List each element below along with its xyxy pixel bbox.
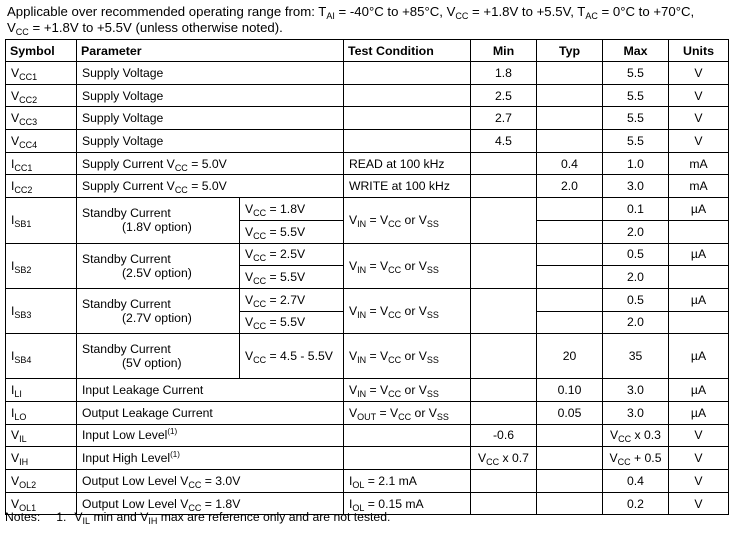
- units-cell: V: [669, 62, 729, 85]
- parameter-cell: Supply Voltage: [77, 84, 344, 107]
- min-cell: -0.6: [471, 424, 537, 447]
- units-cell: µA: [669, 198, 729, 221]
- condition-cell: $V_{OUT} = V_{CC}$ or $V_{SS}$: [344, 401, 471, 424]
- table-row-ilo: [6, 401, 729, 424]
- intro-line-1: Applicable over recommended operating range from: $T_{AI} = -40^\circ C$ to +85°C, $V_{CC} = +1.8V$ to +5.5V, $T_{AC} = 0^\circ C$ to +70°C,: [7, 4, 695, 21]
- symbol-cell: $V_{IH}$: [6, 447, 77, 470]
- min-cell: [471, 288, 537, 333]
- symbol-cell: $I_{SB3}$: [6, 288, 77, 333]
- min-cell: [471, 175, 537, 198]
- typ-cell: 0.05: [537, 401, 603, 424]
- max-cell: 1.0: [603, 152, 669, 175]
- typ-cell: 0.4: [537, 152, 603, 175]
- table-row-isb2: [6, 243, 729, 266]
- min-cell: [471, 379, 537, 402]
- units-cell: µA: [669, 401, 729, 424]
- typ-cell: [537, 243, 603, 266]
- header-max: Max: [603, 40, 669, 62]
- symbol-cell: $V_{CC3}$: [6, 107, 77, 130]
- min-cell: [471, 243, 537, 288]
- table-row-vol2: [6, 470, 729, 493]
- table-row-vih: [6, 447, 729, 470]
- typ-cell: 20: [537, 334, 603, 379]
- typ-cell: 2.0: [537, 175, 603, 198]
- parameter-cell: Supply Voltage: [77, 130, 344, 153]
- table-row-vcc2: [6, 84, 729, 107]
- min-cell: [471, 198, 537, 243]
- table-row-ili: [6, 379, 729, 402]
- symbol-cell: $I_{LO}$: [6, 401, 77, 424]
- intro-text: [7, 4, 737, 36]
- parameter-cell: Output Leakage Current: [77, 401, 344, 424]
- condition-cell: [344, 424, 471, 447]
- condition-cell: WRITE at 100 kHz: [344, 175, 471, 198]
- min-cell: 4.5: [471, 130, 537, 153]
- units-cell: V: [669, 470, 729, 493]
- min-cell: [471, 152, 537, 175]
- note-number: 1.: [56, 510, 67, 524]
- note-text: $V_{IL}$ min and $V_{IH}$ max are reference only and are not tested.: [74, 510, 391, 526]
- notes-label: Notes:: [5, 510, 41, 524]
- units-cell: [669, 311, 729, 334]
- min-cell: [471, 492, 537, 515]
- table-row-icc2: [6, 175, 729, 198]
- symbol-cell: $V_{OL1}$: [6, 492, 77, 515]
- dc-characteristics-table: [5, 39, 729, 515]
- symbol-cell: $V_{CC1}$: [6, 62, 77, 85]
- symbol-cell: $I_{SB2}$: [6, 243, 77, 288]
- units-cell: V: [669, 424, 729, 447]
- units-cell: [669, 266, 729, 289]
- typ-cell: [537, 62, 603, 85]
- table-row-vcc4: [6, 130, 729, 153]
- notes: [5, 510, 390, 524]
- max-cell: 2.0: [603, 311, 669, 334]
- condition-cell: [344, 84, 471, 107]
- max-cell: 35: [603, 334, 669, 379]
- header-typ: Typ: [537, 40, 603, 62]
- parameter-cell: Supply Current $V_{CC} = 5.0V$: [77, 175, 344, 198]
- header-parameter: Parameter: [77, 40, 344, 62]
- parameter-cell: Supply Voltage: [77, 107, 344, 130]
- condition-cell: $I_{OL} = 2.1$ mA: [344, 470, 471, 493]
- max-cell: $V_{CC}$ x 0.3: [603, 424, 669, 447]
- header-min: Min: [471, 40, 537, 62]
- parameter-cell: Supply Current $V_{CC} = 5.0V$: [77, 152, 344, 175]
- typ-cell: [537, 492, 603, 515]
- min-cell: 2.7: [471, 107, 537, 130]
- max-cell: $V_{CC} + 0.5$: [603, 447, 669, 470]
- table-row-isb3: [6, 288, 729, 311]
- condition-cell: [344, 107, 471, 130]
- typ-cell: [537, 447, 603, 470]
- typ-cell: [537, 107, 603, 130]
- max-cell: 2.0: [603, 266, 669, 289]
- symbol-cell: $I_{LI}$: [6, 379, 77, 402]
- parameter-cell: Output Low Level $V_{CC} = 3.0V$: [77, 470, 344, 493]
- parameter-cell: Standby Current (2.7V option): [77, 288, 240, 333]
- typ-cell: [537, 130, 603, 153]
- min-cell: $V_{CC}$ x 0.7: [471, 447, 537, 470]
- symbol-cell: $I_{CC2}$: [6, 175, 77, 198]
- max-cell: 3.0: [603, 401, 669, 424]
- table-row-icc1: [6, 152, 729, 175]
- min-cell: 2.5: [471, 84, 537, 107]
- symbol-cell: $V_{IL}$: [6, 424, 77, 447]
- parameter-cell: Input Leakage Current: [77, 379, 344, 402]
- condition-cell: READ at 100 kHz: [344, 152, 471, 175]
- table-row-isb4: [6, 334, 729, 379]
- max-cell: 5.5: [603, 130, 669, 153]
- table-row-vcc1: [6, 62, 729, 85]
- condition-cell: [344, 62, 471, 85]
- max-cell: 0.5: [603, 288, 669, 311]
- max-cell: 3.0: [603, 175, 669, 198]
- table-row-vil: [6, 424, 729, 447]
- max-cell: 5.5: [603, 107, 669, 130]
- max-cell: 0.5: [603, 243, 669, 266]
- typ-cell: [537, 470, 603, 493]
- intro-line-2: $V_{CC} = +1.8V$ to +5.5V (unless otherwise noted).: [7, 20, 283, 37]
- max-cell: 3.0: [603, 379, 669, 402]
- typ-cell: [537, 84, 603, 107]
- typ-cell: [537, 288, 603, 311]
- vcc-cell: $V_{CC} = 2.7V$: [240, 288, 344, 311]
- header-symbol: Symbol: [6, 40, 77, 62]
- condition-cell: $V_{IN} = V_{CC}$ or $V_{SS}$: [344, 334, 471, 379]
- units-cell: V: [669, 492, 729, 515]
- units-cell: µA: [669, 379, 729, 402]
- max-cell: 5.5: [603, 84, 669, 107]
- units-cell: [669, 220, 729, 243]
- max-cell: 0.2: [603, 492, 669, 515]
- condition-cell: $I_{OL} = 0.15$ mA: [344, 492, 471, 515]
- table-header-row: [6, 40, 729, 62]
- symbol-cell: $V_{CC4}$: [6, 130, 77, 153]
- symbol-cell: $I_{CC1}$: [6, 152, 77, 175]
- vcc-cell: $V_{CC} = 5.5V$: [240, 311, 344, 334]
- parameter-cell: Output Low Level $V_{CC} = 1.8V$: [77, 492, 344, 515]
- condition-cell: $V_{IN} = V_{CC}$ or $V_{SS}$: [344, 198, 471, 243]
- condition-cell: [344, 130, 471, 153]
- units-cell: V: [669, 447, 729, 470]
- condition-cell: $V_{IN} = V_{CC}$ or $V_{SS}$: [344, 288, 471, 333]
- units-cell: V: [669, 84, 729, 107]
- units-cell: mA: [669, 152, 729, 175]
- typ-cell: 0.10: [537, 379, 603, 402]
- condition-cell: [344, 447, 471, 470]
- max-cell: 5.5: [603, 62, 669, 85]
- symbol-cell: $V_{CC2}$: [6, 84, 77, 107]
- vcc-cell: $V_{CC} = 5.5V$: [240, 220, 344, 243]
- vcc-cell: $V_{CC} = 1.8V$: [240, 198, 344, 221]
- symbol-cell: $I_{SB4}$: [6, 334, 77, 379]
- units-cell: V: [669, 130, 729, 153]
- units-cell: µA: [669, 288, 729, 311]
- parameter-cell: Standby Current (1.8V option): [77, 198, 240, 243]
- units-cell: µA: [669, 334, 729, 379]
- min-cell: [471, 470, 537, 493]
- condition-cell: $V_{IN} = V_{CC}$ or $V_{SS}$: [344, 243, 471, 288]
- units-cell: V: [669, 107, 729, 130]
- typ-cell: [537, 198, 603, 221]
- header-test-condition: Test Condition: [344, 40, 471, 62]
- typ-cell: [537, 266, 603, 289]
- typ-cell: [537, 311, 603, 334]
- parameter-cell: Standby Current (2.5V option): [77, 243, 240, 288]
- parameter-cell: Standby Current (5V option): [77, 334, 240, 379]
- typ-cell: [537, 220, 603, 243]
- header-units: Units: [669, 40, 729, 62]
- parameter-cell: Supply Voltage: [77, 62, 344, 85]
- symbol-cell: $I_{SB1}$: [6, 198, 77, 243]
- max-cell: 0.4: [603, 470, 669, 493]
- parameter-cell: Input High Level$^{(1)}$: [77, 447, 344, 470]
- symbol-cell: $V_{OL2}$: [6, 470, 77, 493]
- vcc-cell: $V_{CC} = 5.5V$: [240, 266, 344, 289]
- units-cell: µA: [669, 243, 729, 266]
- condition-cell: $V_{IN} = V_{CC}$ or $V_{SS}$: [344, 379, 471, 402]
- min-cell: [471, 334, 537, 379]
- vcc-cell: $V_{CC} = 4.5 - 5.5V$: [240, 334, 344, 379]
- units-cell: mA: [669, 175, 729, 198]
- min-cell: [471, 401, 537, 424]
- max-cell: 0.1: [603, 198, 669, 221]
- min-cell: 1.8: [471, 62, 537, 85]
- table-row-vcc3: [6, 107, 729, 130]
- table-row-isb1: [6, 198, 729, 221]
- vcc-cell: $V_{CC} = 2.5V$: [240, 243, 344, 266]
- typ-cell: [537, 424, 603, 447]
- max-cell: 2.0: [603, 220, 669, 243]
- parameter-cell: Input Low Level$^{(1)}$: [77, 424, 344, 447]
